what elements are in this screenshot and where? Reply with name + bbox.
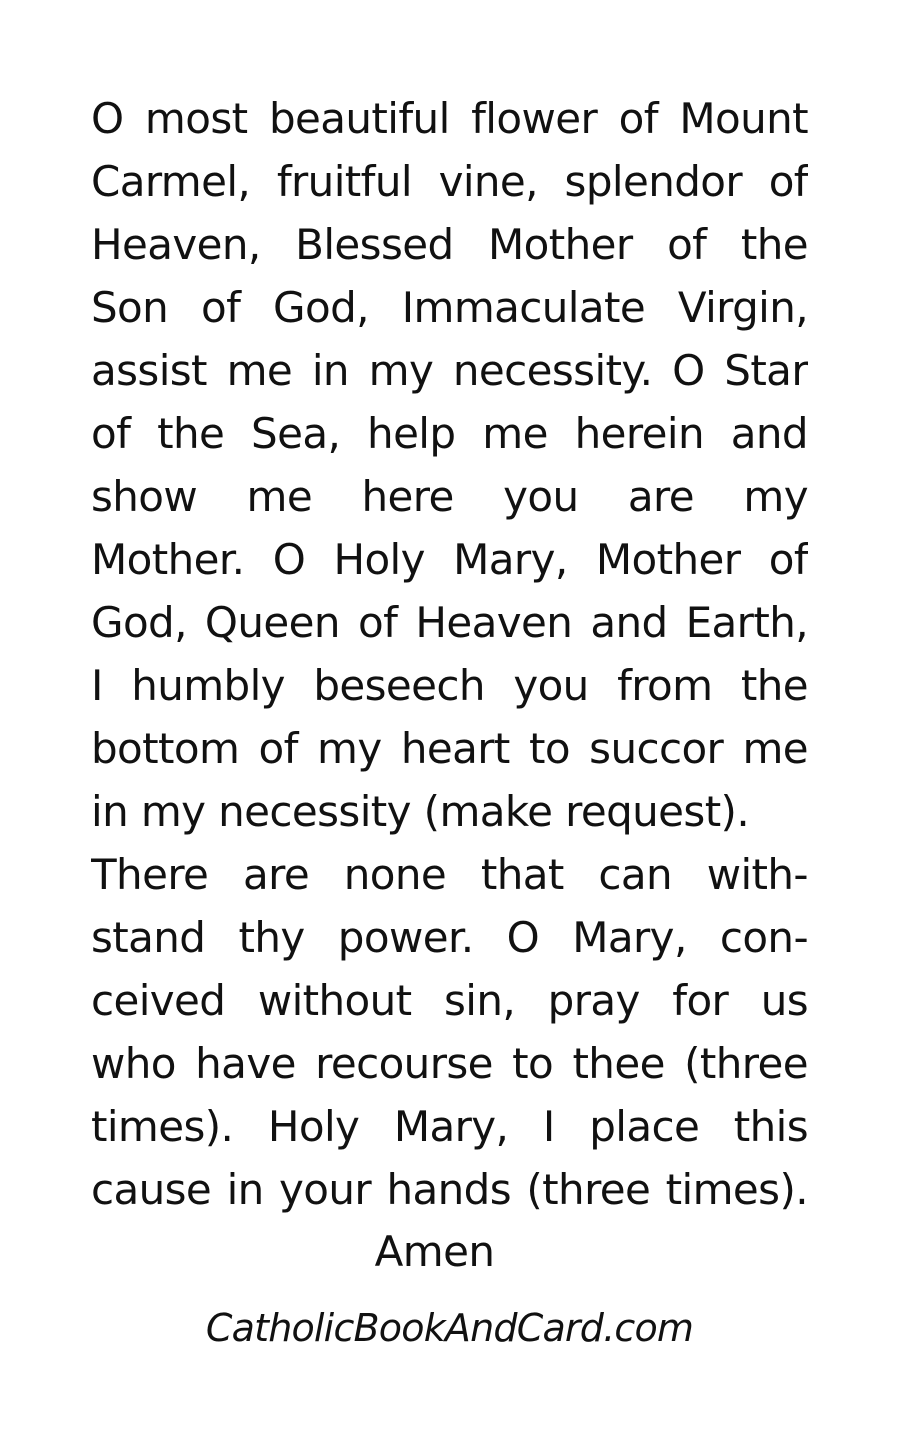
prayer-closing-amen: Amen	[374, 1227, 495, 1276]
prayer-line: bottom of my heart to succor me	[91, 724, 808, 773]
prayer-line: Carmel, fruitful vine, splendor of	[91, 157, 808, 206]
prayer-card	[91, 87, 808, 1221]
prayer-line: show me here you are my	[91, 472, 808, 521]
prayer-line: Heaven, Blessed Mother of the	[91, 220, 808, 269]
prayer-line: There are none that can with-	[91, 850, 808, 899]
prayer-line: God, Queen of Heaven and Earth,	[91, 598, 808, 647]
prayer-line: assist me in my necessity. O Star	[91, 346, 808, 395]
prayer-line: Son of God, Immaculate Virgin,	[91, 283, 808, 332]
prayer-line: in my necessity (make request).	[91, 787, 750, 836]
prayer-line: O most beautiful flower of Mount	[91, 94, 808, 143]
prayer-line: I humbly beseech you from the	[91, 661, 808, 710]
prayer-line: cause in your hands (three times).	[91, 1165, 808, 1214]
prayer-line: who have recourse to thee (three	[91, 1039, 808, 1088]
prayer-line: times). Holy Mary, I place this	[91, 1102, 808, 1151]
prayer-text	[91, 87, 808, 1221]
prayer-line: Mother. O Holy Mary, Mother of	[91, 535, 808, 584]
prayer-line: ceived without sin, pray for us	[91, 976, 808, 1025]
prayer-line: stand thy power. O Mary, con-	[91, 913, 808, 962]
prayer-line: of the Sea, help me herein and	[91, 409, 808, 458]
footer-website: CatholicBookAndCard.com	[205, 1306, 694, 1350]
